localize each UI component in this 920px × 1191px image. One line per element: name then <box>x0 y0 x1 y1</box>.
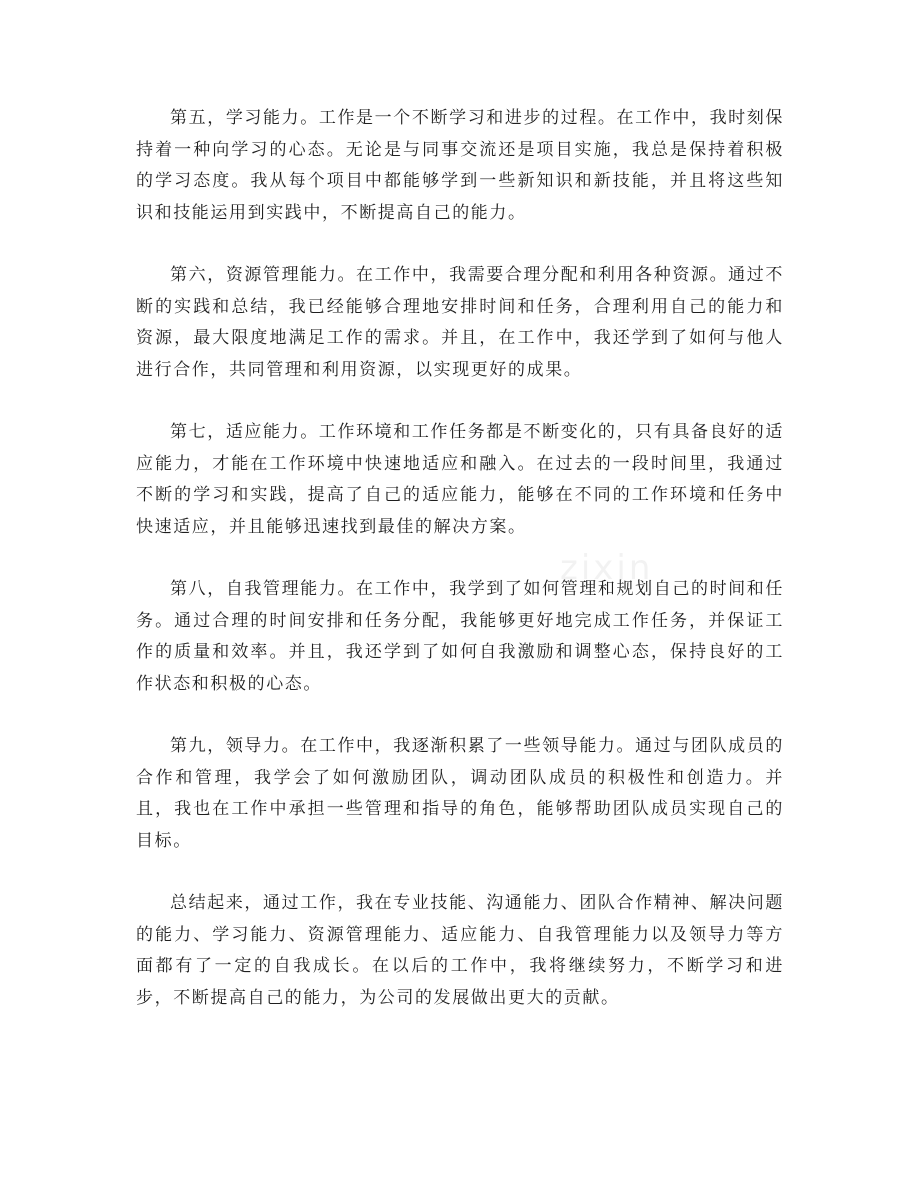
paragraph-leadership: 第九，领导力。在工作中，我逐渐积累了一些领导能力。通过与团队成员的合作和管理，我学会了如何激励团队，调动团队成员的积极性和创造力。并且，我也在工作中承担一些管理和指导的角色，能够帮助团队成员实现自己的目标。 <box>136 736 784 851</box>
paragraph-summary: 总结起来，通过工作，我在专业技能、沟通能力、团队合作精神、解决问题的能力、学习能力、资源管理能力、适应能力、自我管理能力以及领导力等方面都有了一定的自我成长。在以后的工作中，我将继续努力，不断学习和进步，不断提高自己的能力，为公司的发展做出更大的贡献。 <box>136 893 784 1008</box>
paragraph-self-management: 第八，自我管理能力。在工作中，我学到了如何管理和规划自己的时间和任务。通过合理的时间安排和任务分配，我能够更好地完成工作任务，并保证工作的质量和效率。并且，我还学到了如何自我激励和调整心态，保持良好的工作状态和积极的心态。 <box>136 579 784 694</box>
watermark-text: zixin <box>560 548 654 588</box>
paragraph-resource-management: 第六，资源管理能力。在工作中，我需要合理分配和利用各种资源。通过不断的实践和总结，我已经能够合理地安排时间和任务，合理利用自己的能力和资源，最大限度地满足工作的需求。并且，在工作中，我还学到了如何与他人进行合作，共同管理和利用资源，以实现更好的成果。 <box>136 265 784 380</box>
document-body <box>136 103 784 1045</box>
paragraph-learning: 第五，学习能力。工作是一个不断学习和进步的过程。在工作中，我时刻保持着一种向学习的心态。无论是与同事交流还是项目实施，我总是保持着积极的学习态度。我从每个项目中都能够学到一些新知识和新技能，并且将这些知识和技能运用到实践中，不断提高自己的能力。 <box>136 108 784 223</box>
paragraph-adaptability: 第七，适应能力。工作环境和工作任务都是不断变化的，只有具备良好的适应能力，才能在工作环境中快速地适应和融入。在过去的一段时间里，我通过不断的学习和实践，提高了自己的适应能力，能够在不同的工作环境和任务中快速适应，并且能够迅速找到最佳的解决方案。 <box>136 422 784 537</box>
